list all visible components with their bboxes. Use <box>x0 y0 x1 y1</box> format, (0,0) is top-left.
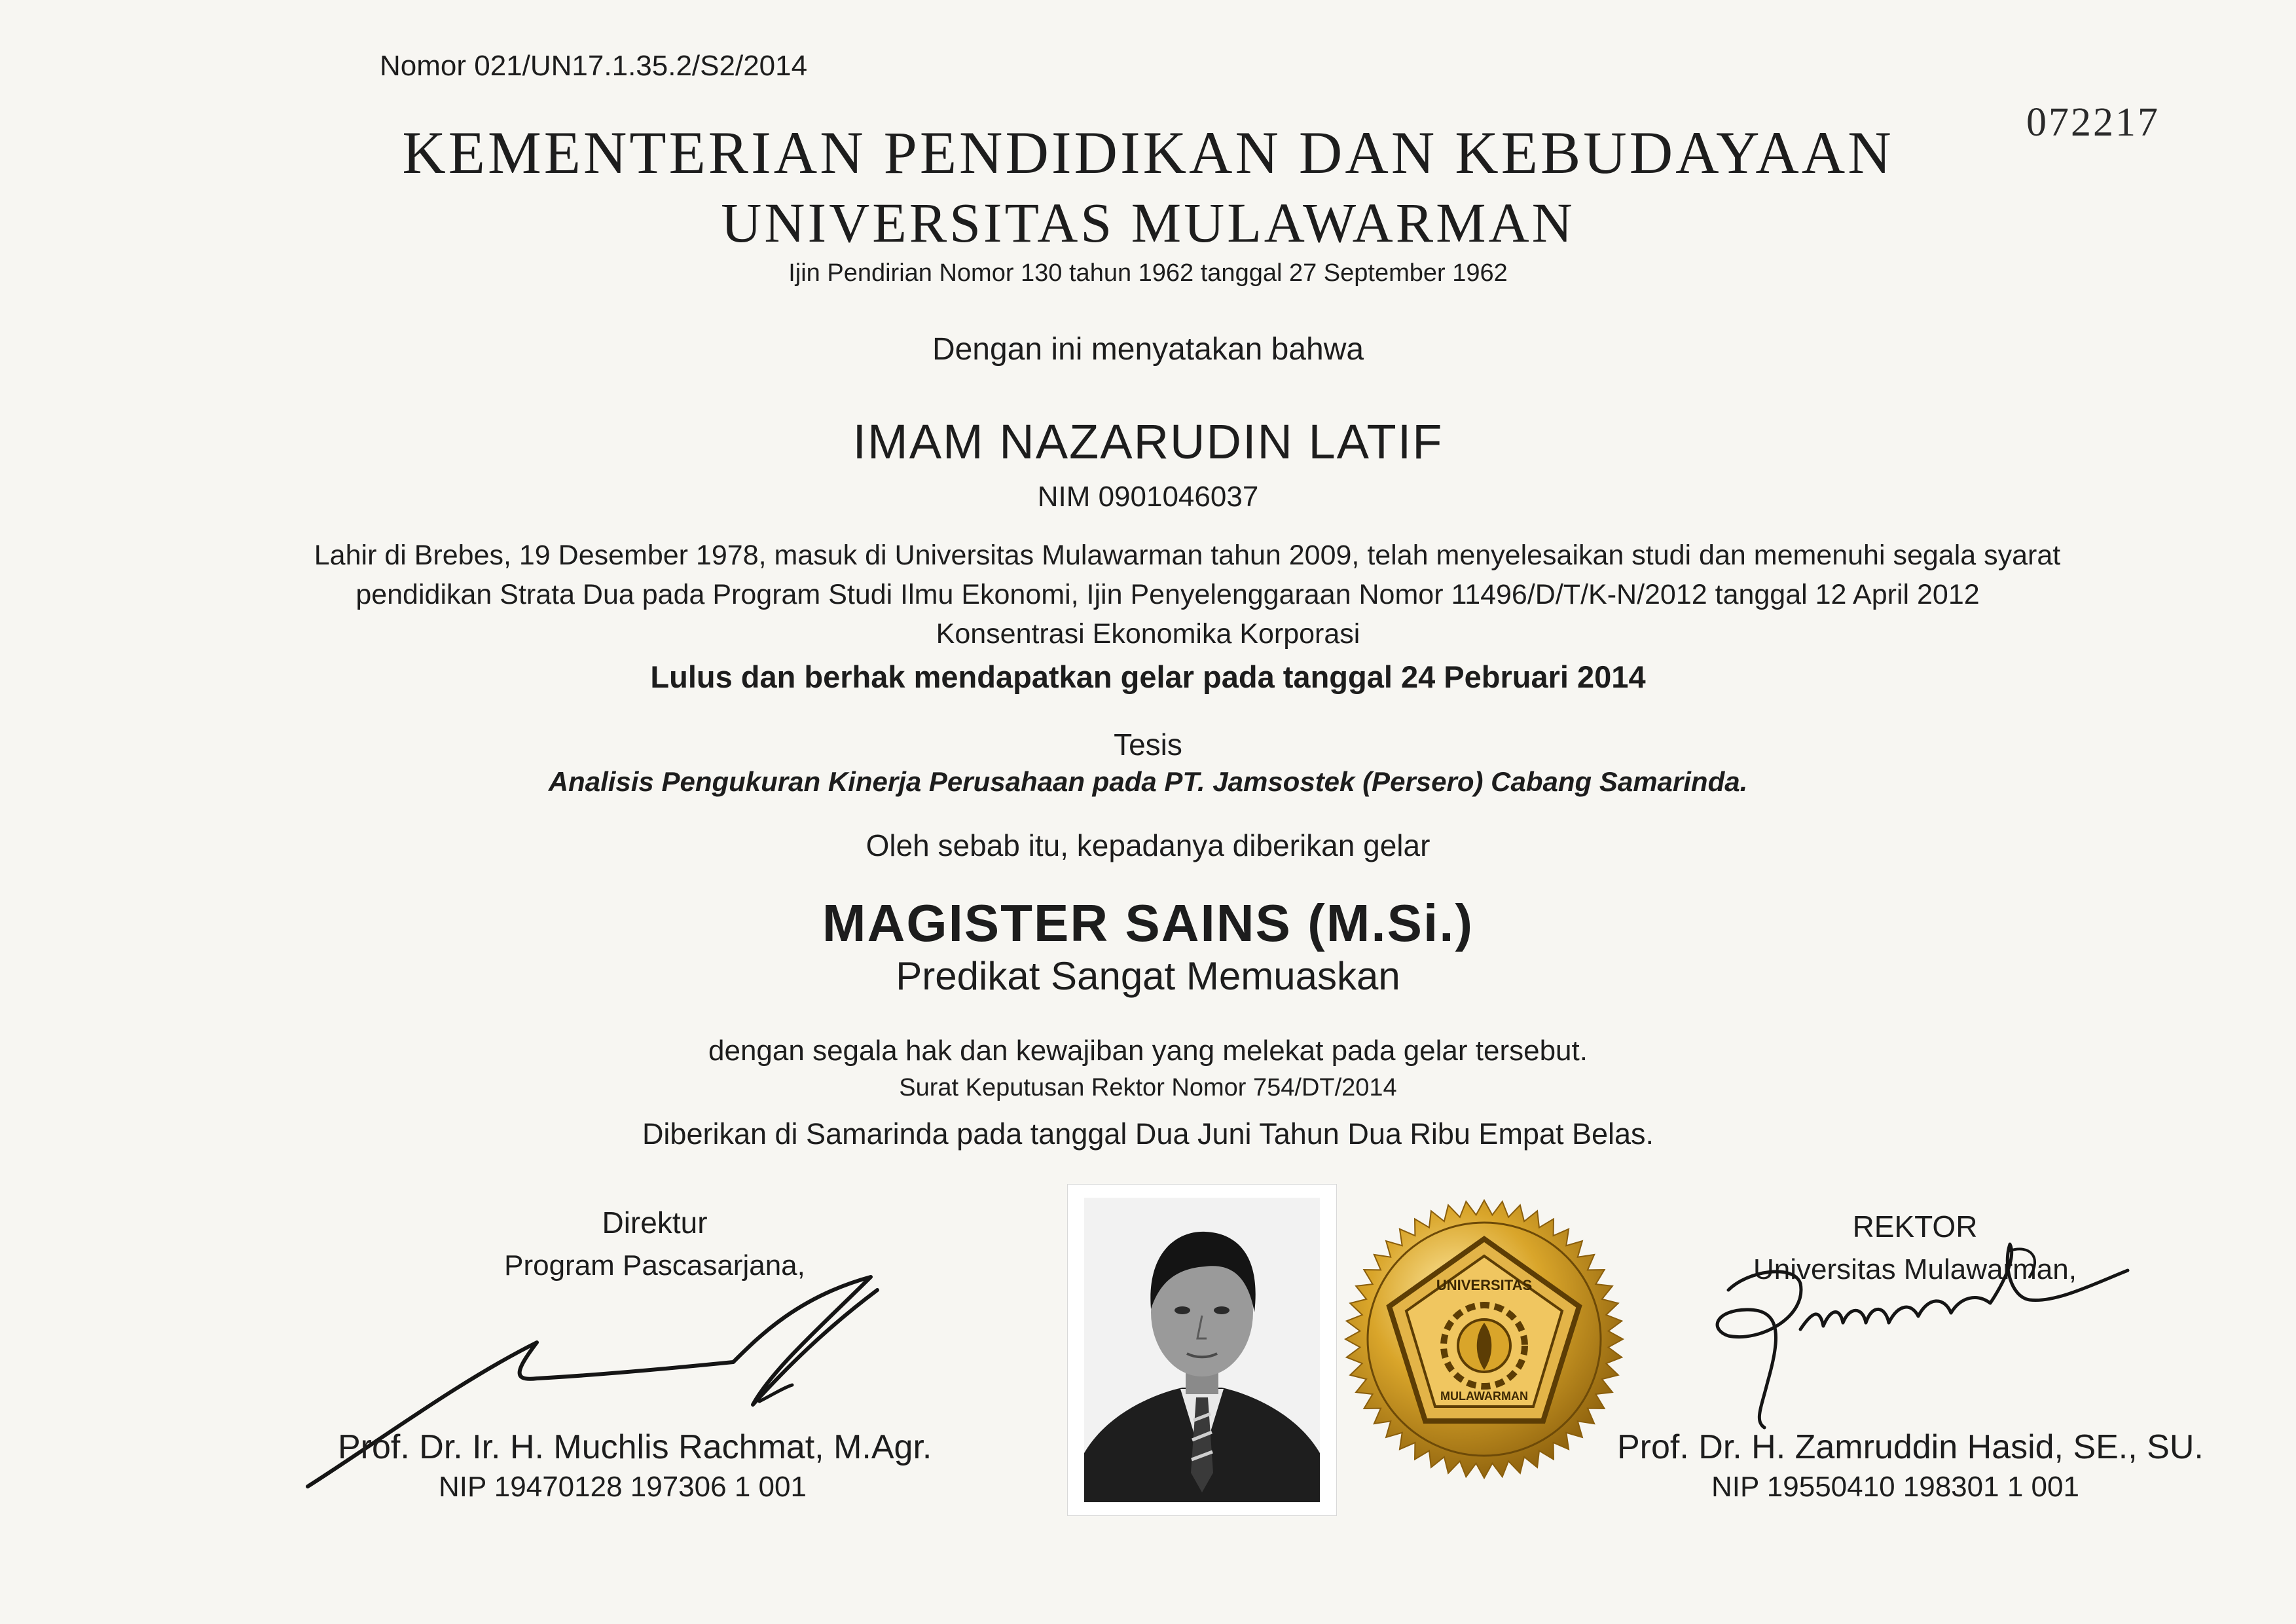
person-photo-icon <box>1068 1185 1336 1515</box>
rector-name: Prof. Dr. H. Zamruddin Hasid, SE., SU. <box>1617 1428 2204 1466</box>
document-number: Nomor 021/UN17.1.35.2/S2/2014 <box>380 50 808 82</box>
rights-statement: dengan segala hak dan kewajiban yang melekat pada gelar tersebut. <box>708 1035 1588 1067</box>
degree-intro: Oleh sebab itu, kepadanya diberikan gelar <box>866 828 1430 862</box>
director-nip: NIP 19470128 197306 1 001 <box>439 1471 807 1503</box>
gold-seal-icon <box>1343 1198 1625 1480</box>
rector-nip: NIP 19550410 198301 1 001 <box>1711 1471 2079 1503</box>
rector-unit: Universitas Mulawarman, <box>1753 1253 2077 1285</box>
birth-study-line: Lahir di Brebes, 19 Desember 1978, masuk di Universitas Mulawarman tahun 2009, telah menyelesaikan studi dan memenuhi segala syarat <box>314 540 2061 571</box>
concentration-line: Konsentrasi Ekonomika Korporasi <box>936 618 1360 650</box>
serial-number: 072217 <box>2026 100 2160 145</box>
graduation-statement: Lulus dan berhak mendapatkan gelar pada tanggal 24 Pebruari 2014 <box>650 659 1646 694</box>
graduate-name: IMAM NAZARUDIN LATIF <box>852 415 1444 469</box>
program-line: pendidikan Strata Dua pada Program Studi Ilmu Ekonomi, Ijin Penyelenggaraan Nomor 11496/D/T/K-N/2012 tanggal 12 April 2012 <box>355 579 1980 610</box>
seal-text-top: UNIVERSITAS <box>1436 1277 1533 1293</box>
university-title: UNIVERSITAS MULAWARMAN <box>721 191 1575 254</box>
ministry-title: KEMENTERIAN PENDIDIKAN DAN KEBUDAYAAN <box>402 119 1894 186</box>
director-role: Direktur <box>602 1206 708 1240</box>
establishment-permit: Ijin Pendirian Nomor 130 tahun 1962 tanggal 27 September 1962 <box>788 259 1508 287</box>
rector-role: REKTOR <box>1852 1209 1978 1244</box>
director-unit: Program Pascasarjana, <box>504 1249 805 1282</box>
issue-statement: Diberikan di Samarinda pada tanggal Dua Juni Tahun Dua Ribu Empat Belas. <box>642 1117 1654 1151</box>
thesis-label: Tesis <box>1114 728 1182 762</box>
intro-statement: Dengan ini menyatakan bahwa <box>932 332 1364 367</box>
graduate-photo <box>1067 1184 1337 1516</box>
student-id: NIM 0901046037 <box>1037 481 1259 513</box>
rector-signature-icon <box>1702 1231 2160 1447</box>
thesis-title: Analisis Pengukuran Kinerja Perusahaan pada PT. Jamsostek (Persero) Cabang Samarinda. <box>548 766 1748 797</box>
seal-text-bottom: MULAWARMAN <box>1440 1390 1528 1403</box>
director-name: Prof. Dr. Ir. H. Muchlis Rachmat, M.Agr. <box>338 1428 932 1466</box>
degree-title: MAGISTER SAINS (M.Si.) <box>822 894 1474 952</box>
rector-decree: Surat Keputusan Rektor Nomor 754/DT/2014 <box>899 1074 1397 1101</box>
degree-predicate: Predikat Sangat Memuaskan <box>896 954 1400 998</box>
